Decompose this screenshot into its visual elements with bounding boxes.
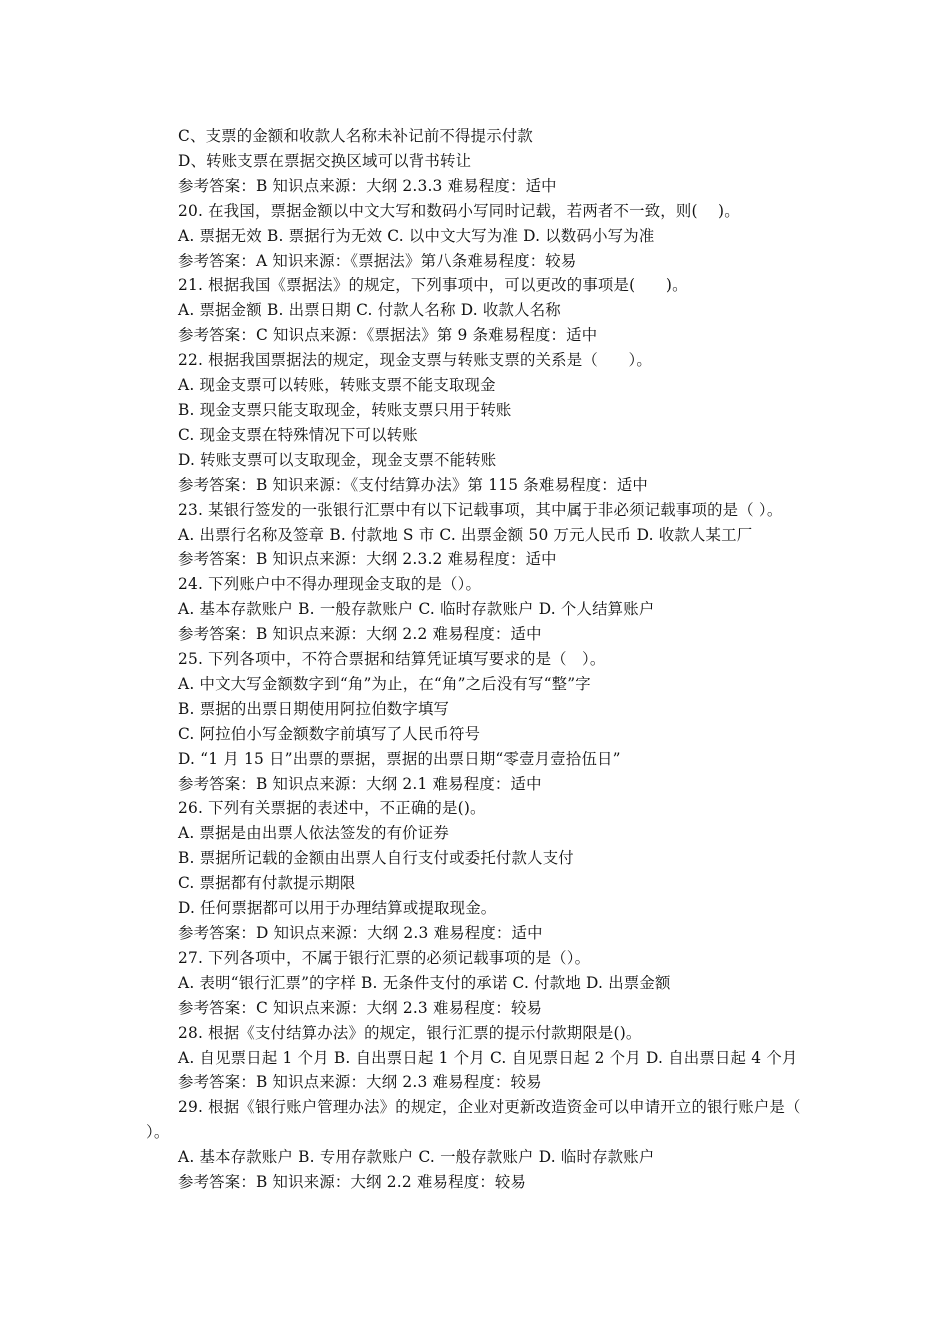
answer-line: 参考答案：B 知识来源：大纲 2.2 难易程度：较易 [178, 1173, 527, 1192]
answer-line: 参考答案：B 知识点来源：大纲 2.3.3 难易程度：适中 [178, 176, 557, 195]
text-line: C、支票的金额和收款人名称未补记前不得提示付款 [178, 127, 533, 145]
options-line: A. 基本存款账户 B. 专用存款账户 C. 一般存款账户 D. 临时存款账户 [178, 1148, 655, 1167]
answer-line: 参考答案：B 知识点来源：大纲 2.3 难易程度：较易 [178, 1073, 542, 1092]
answer-line: 参考答案：A 知识来源：《票据法》第八条难易程度：较易 [178, 251, 577, 270]
option-line: B. 票据所记载的金额由出票人自行支付或委托付款人支付 [178, 849, 574, 868]
answer-line: 参考答案：B 知识点来源：大纲 2.2 难易程度：适中 [178, 625, 542, 644]
option-line: B. 票据的出票日期使用阿拉伯数字填写 [178, 699, 450, 718]
option-line: A. 中文大写金额数字到“角”为止，在“角”之后没有写“整”字 [178, 674, 591, 693]
answer-line: 参考答案：C 知识点来源：大纲 2.3 难易程度：较易 [178, 998, 543, 1017]
text-line: D、转账支票在票据交换区域可以背书转让 [178, 151, 472, 170]
option-line: C. 阿拉伯小写金额数字前填写了人民币符号 [178, 724, 481, 743]
question-line: 23. 某银行签发的一张银行汇票中有以下记载事项，其中属于非必须记载事项的是（ ）。 [178, 500, 783, 519]
document-body [146, 124, 826, 1195]
question-line: 29. 根据《银行账户管理办法》的规定，企业对更新改造资金可以申请开立的银行账户是（ ）。 [146, 1098, 816, 1142]
question-line: 21. 根据我国《票据法》的规定，下列事项中，可以更改的事项是( )。 [178, 276, 688, 295]
answer-line: 参考答案：C 知识点来源：《票据法》第 9 条难易程度：适中 [178, 326, 598, 345]
options-line: A. 票据金额 B. 出票日期 C. 付款人名称 D. 收款人名称 [178, 301, 561, 320]
option-line: B. 现金支票只能支取现金，转账支票只用于转账 [178, 400, 512, 419]
question-line: 22. 根据我国票据法的规定，现金支票与转账支票的关系是（ ）。 [178, 351, 652, 370]
options-line: A. 出票行名称及签章 B. 付款地 S 市 C. 出票金额 50 万元人民币 D. 收款人某工厂 [178, 525, 753, 544]
answer-line: 参考答案：B 知识点来源：大纲 2.3.2 难易程度：适中 [178, 550, 557, 569]
option-line: A. 现金支票可以转账，转账支票不能支取现金 [178, 376, 496, 395]
answer-line: 参考答案：B 知识来源：《支付结算办法》第 115 条难易程度：适中 [178, 475, 649, 494]
answer-line: 参考答案：D 知识点来源：大纲 2.3 难易程度：适中 [178, 924, 543, 942]
option-line: D. 转账支票可以支取现金，现金支票不能转账 [178, 450, 497, 469]
options-line: A. 表明“银行汇票”的字样 B. 无条件支付的承诺 C. 付款地 D. 出票金额 [178, 973, 671, 992]
question-line: 26. 下列有关票据的表述中，不正确的是()。 [178, 799, 486, 818]
question-line: 25. 下列各项中，不符合票据和结算凭证填写要求的是（ ）。 [178, 650, 606, 669]
option-line: D. 任何票据都可以用于办理结算或提取现金。 [178, 899, 497, 918]
options-line: A. 票据无效 B. 票据行为无效 C. 以中文大写为准 D. 以数码小写为准 [178, 226, 655, 245]
question-line: 27. 下列各项中，不属于银行汇票的必须记载事项的是（）。 [178, 948, 591, 967]
question-line: 20. 在我国，票据金额以中文大写和数码小写同时记载，若两者不一致，则( )。 [178, 201, 740, 220]
options-line: A. 基本存款账户 B. 一般存款账户 C. 临时存款账户 D. 个人结算账户 [178, 600, 655, 619]
option-line: A. 票据是由出票人依法签发的有价证券 [178, 824, 449, 843]
options-line: A. 自见票日起 1 个月 B. 自出票日起 1 个月 C. 自见票日起 2 个月 D. 自出票日起 4 个月 [178, 1048, 798, 1067]
option-line: D. “1 月 15 日”出票的票据，票据的出票日期“零壹月壹拾伍日” [178, 749, 621, 768]
question-line: 24. 下列账户中不得办理现金支取的是（）。 [178, 575, 482, 594]
answer-line: 参考答案：B 知识点来源：大纲 2.1 难易程度：适中 [178, 774, 542, 793]
option-line: C. 票据都有付款提示期限 [178, 874, 356, 893]
option-line: C. 现金支票在特殊情况下可以转账 [178, 425, 418, 444]
question-line: 28. 根据《支付结算办法》的规定，银行汇票的提示付款期限是()。 [178, 1023, 642, 1042]
